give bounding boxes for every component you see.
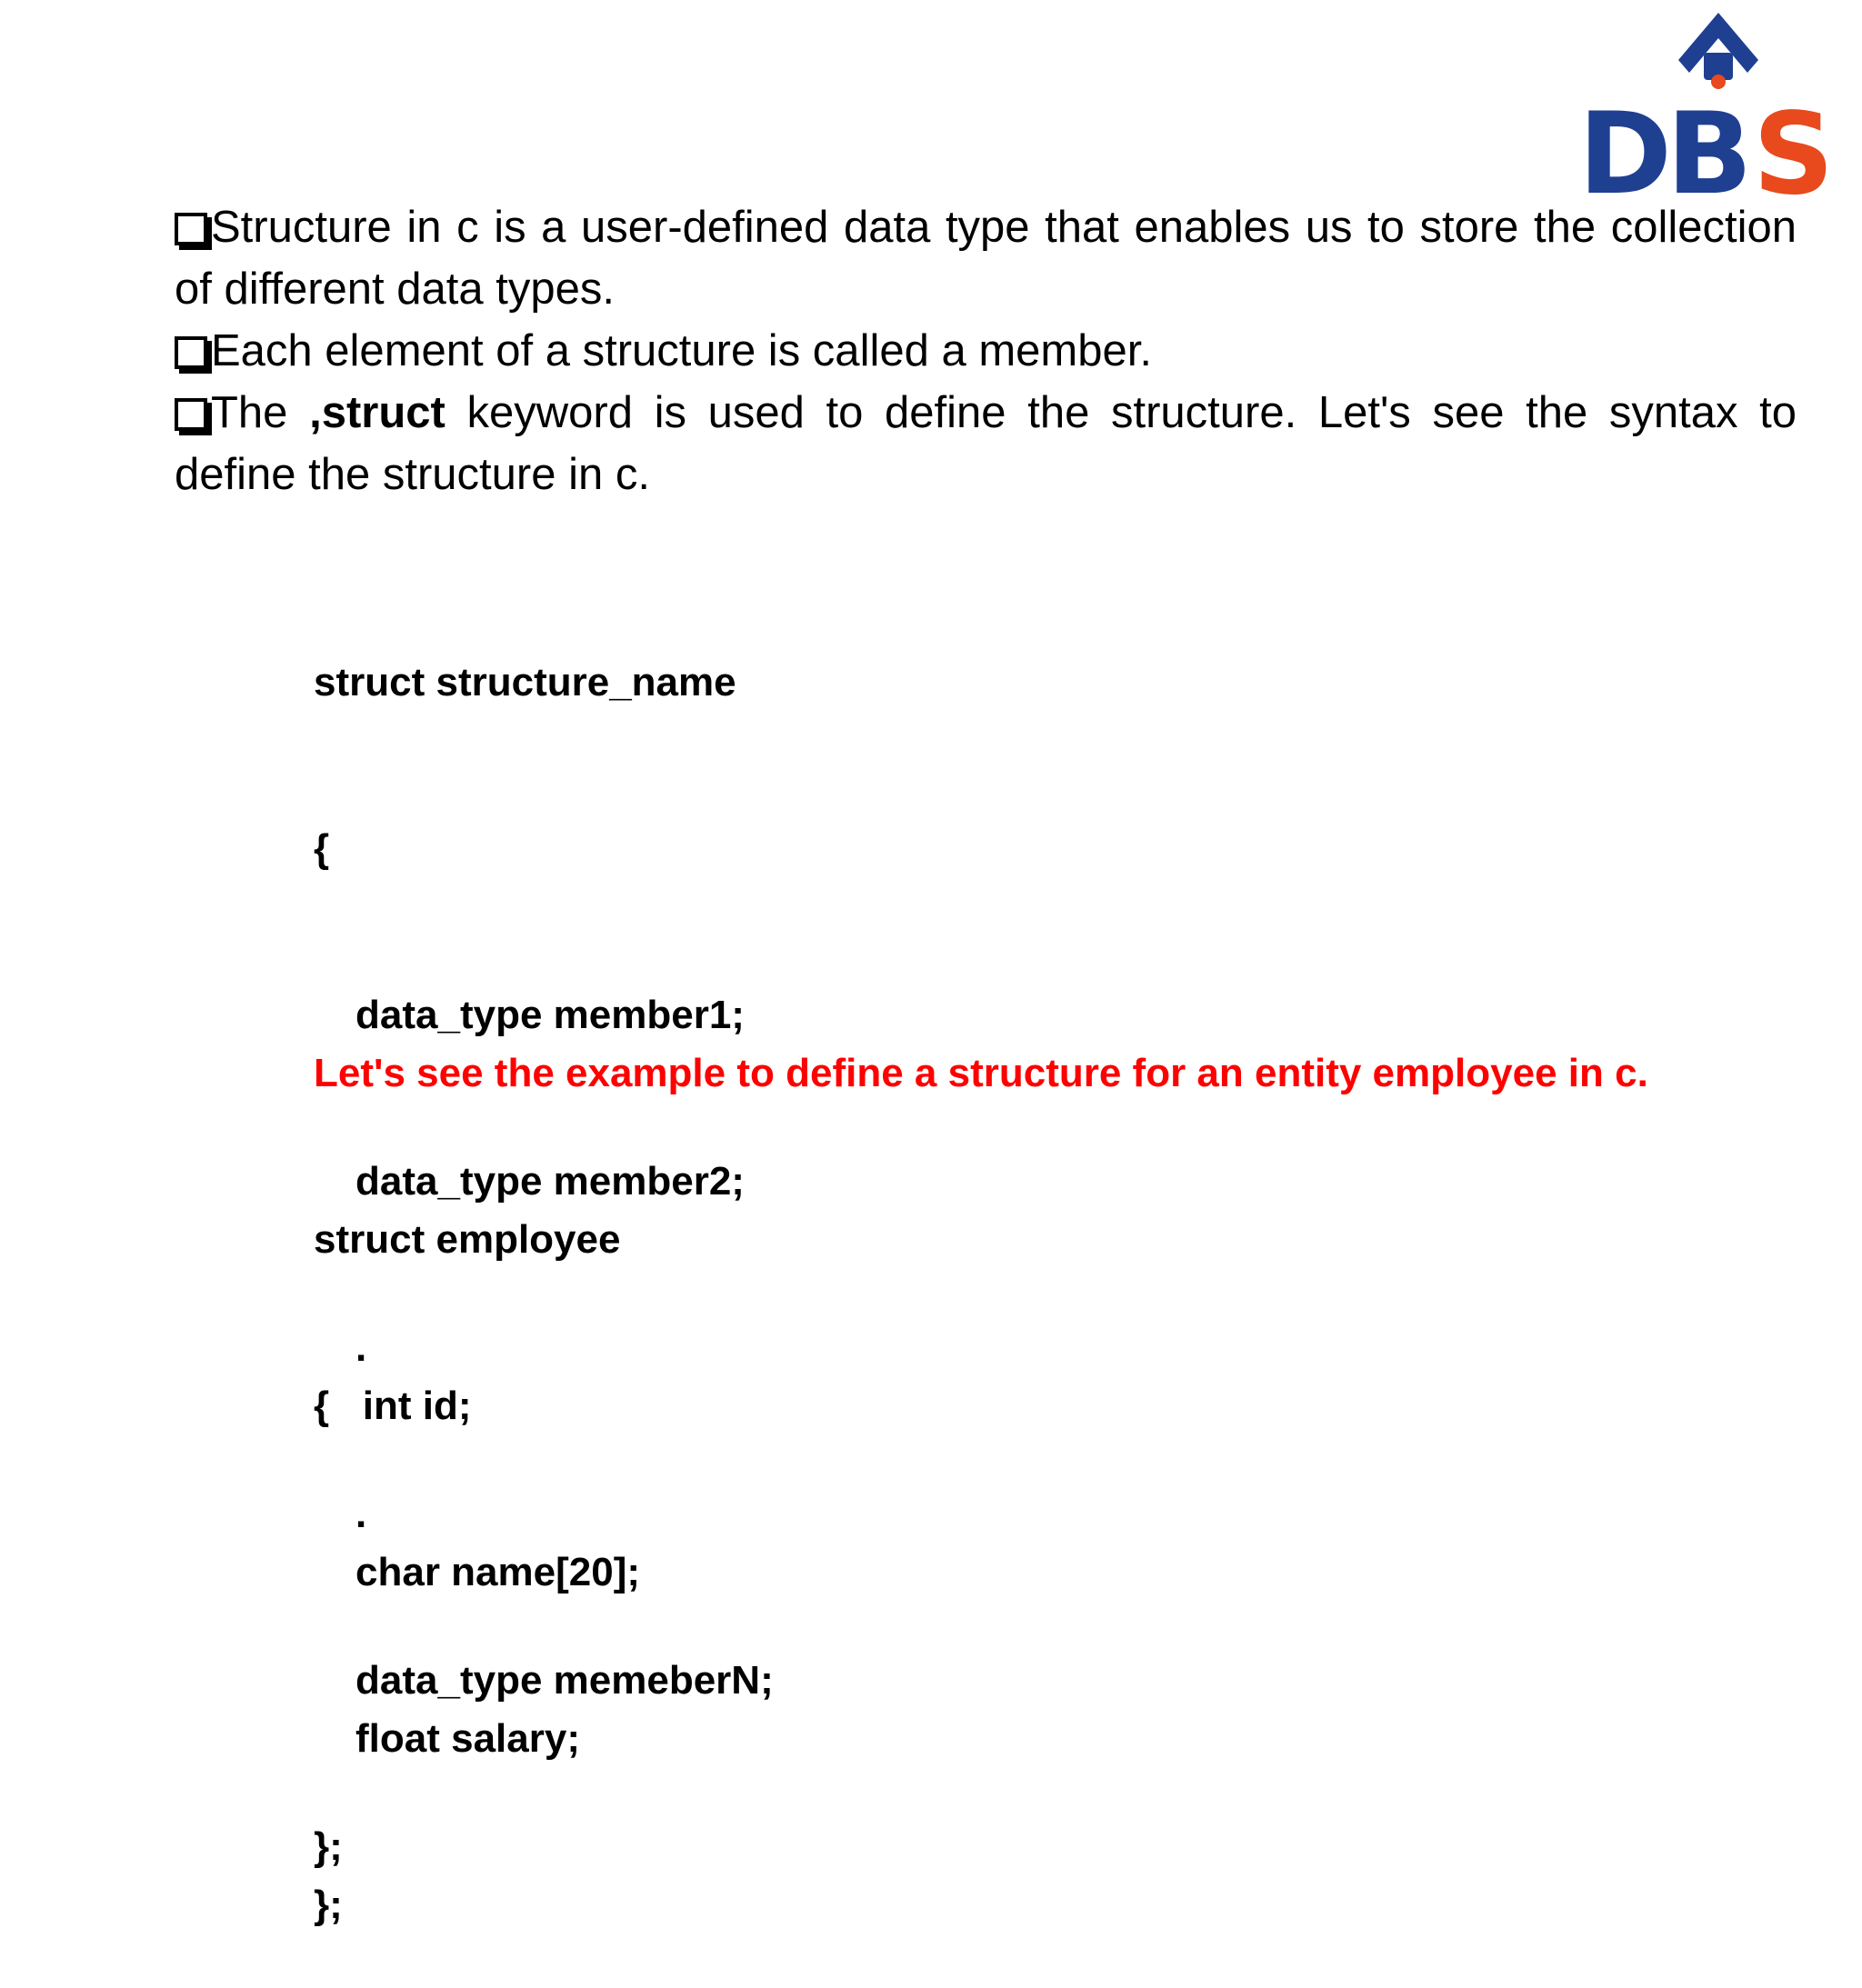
checkbox-bullet-icon [175,336,207,369]
bullet-text-continued: keyword is used to define the structure. Let's see the syntax to define the structure in c. [175,388,1797,499]
example-code-block [314,1101,640,1988]
bullet-text: The [211,388,310,437]
bullet-list [175,196,1797,505]
code-line: { [314,826,330,871]
code-line: }; [314,1883,343,1927]
checkbox-bullet-icon [175,213,207,245]
code-line: data_type member2; [355,1159,745,1204]
bullet-item-member [175,320,1797,382]
code-line: float salary; [355,1716,580,1761]
code-line: data_type member1; [355,993,745,1037]
code-line: struct employee [314,1217,621,1262]
dbs-logo [1571,7,1862,207]
bullet-item-definition [175,196,1797,320]
code-line: . [355,1325,367,1370]
bullet-text: Each element of a structure is called a member. [211,326,1152,375]
code-line: struct structure_name [314,660,736,704]
code-line: { int id; [314,1384,472,1428]
logo-letters-db: DB [1578,89,1747,207]
bullet-text: Structure in c is a user-defined data type that enables us to store the collection of different data types. [175,203,1797,314]
checkbox-bullet-icon [175,398,207,431]
logo-dot [1711,75,1726,89]
example-note: Let's see the example to define a structure for an entity employee in c. [314,1051,1648,1095]
struct-keyword: ,struct [309,388,445,437]
code-line: }; [314,1824,343,1869]
code-line: . [355,1492,367,1536]
logo-letter-s: S [1753,89,1835,207]
code-line: data_type memeberN; [355,1658,774,1703]
code-line: char name[20]; [355,1550,641,1594]
bullet-item-keyword [175,382,1797,505]
